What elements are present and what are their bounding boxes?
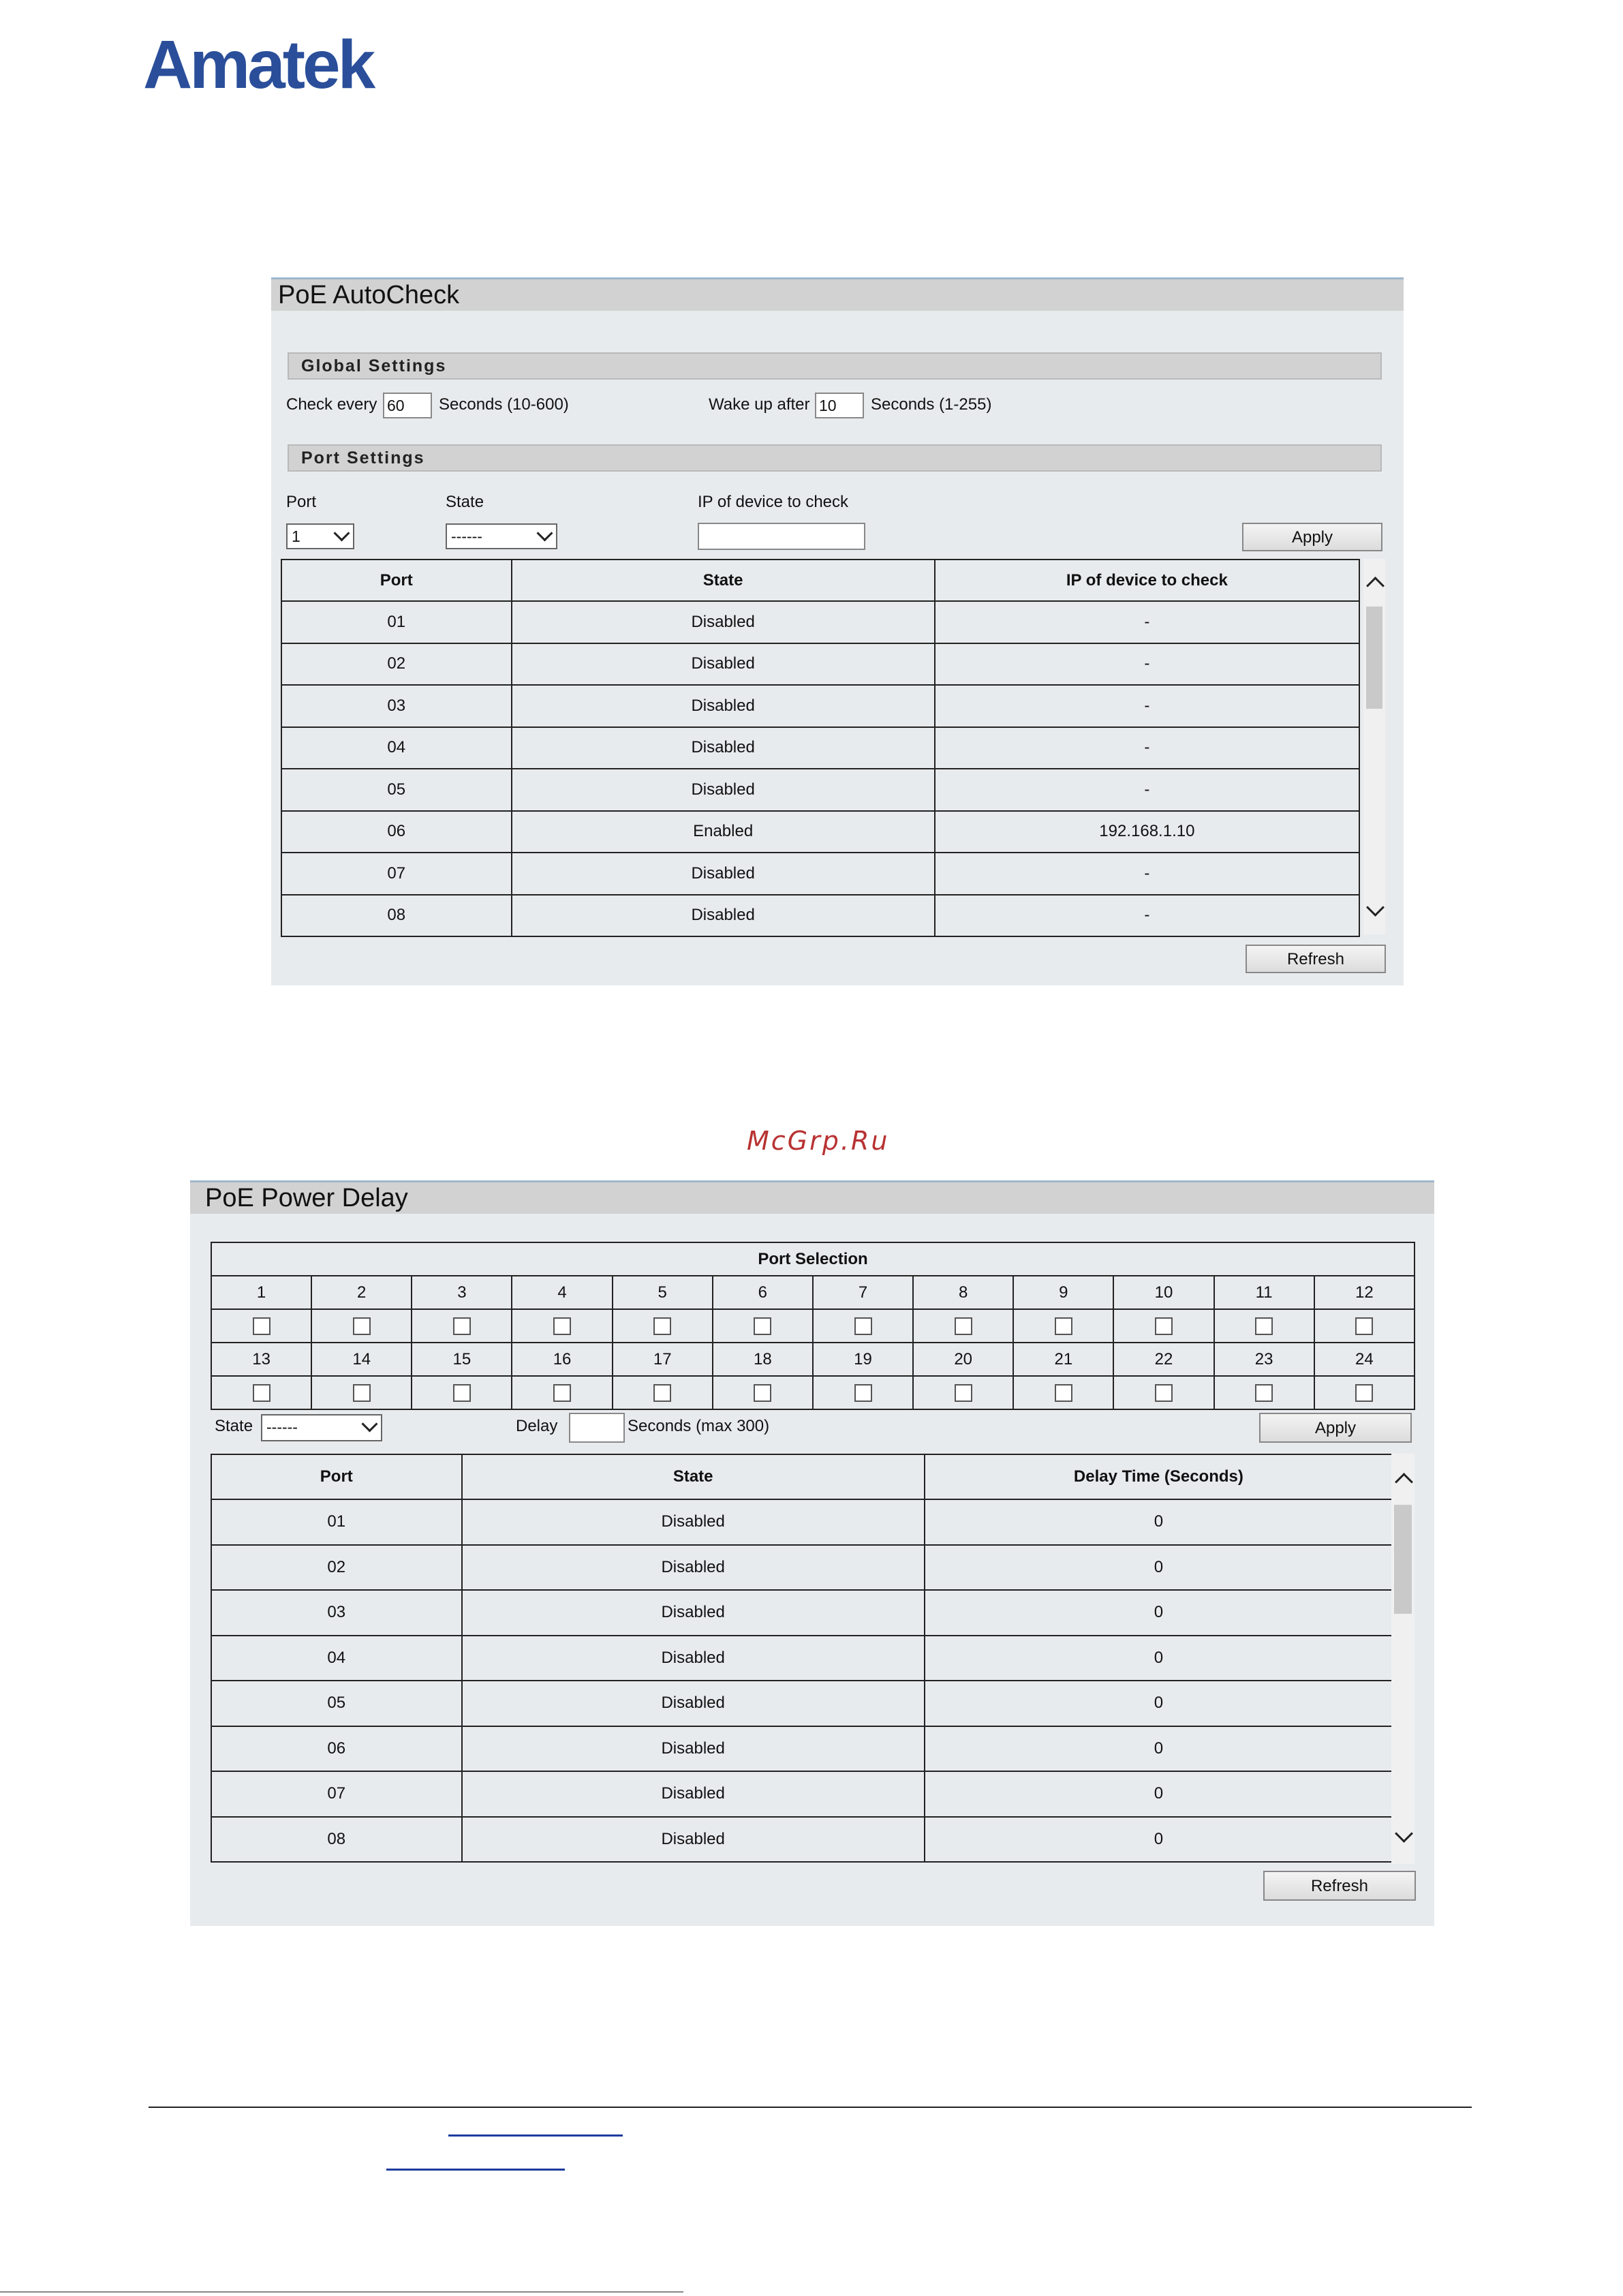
- port-number-label: 12: [1314, 1276, 1415, 1309]
- table-cell: -: [935, 895, 1359, 937]
- port-number-label: 24: [1314, 1343, 1415, 1376]
- port-number-label: 22: [1113, 1343, 1214, 1376]
- delay-state-label: State: [215, 1417, 253, 1435]
- column-header: State: [512, 560, 935, 601]
- table-cell: -: [935, 769, 1359, 811]
- ip-label: IP of device to check: [698, 493, 849, 511]
- apply-button[interactable]: Apply: [1259, 1413, 1412, 1443]
- autocheck-table: [281, 559, 1360, 937]
- table-cell: -: [935, 685, 1359, 727]
- port-checkbox[interactable]: [955, 1317, 972, 1335]
- port-checkbox[interactable]: [453, 1317, 471, 1335]
- port-number-label: 3: [412, 1276, 512, 1309]
- port-checkbox[interactable]: [854, 1384, 872, 1402]
- wake-up-input[interactable]: 10: [815, 393, 864, 418]
- port-checkbox-cell: [1314, 1376, 1415, 1409]
- port-checkbox-cell: [913, 1376, 1013, 1409]
- ip-input[interactable]: [698, 523, 865, 550]
- delay-label: Delay: [516, 1417, 558, 1435]
- table-row: [211, 1681, 1393, 1726]
- table-cell: Disabled: [512, 895, 935, 937]
- column-header: State: [462, 1454, 925, 1499]
- check-every-input[interactable]: 60: [383, 393, 432, 418]
- table-cell: Disabled: [512, 685, 935, 727]
- port-checkbox-cell: [1214, 1309, 1314, 1343]
- port-checkbox-cell: [412, 1309, 512, 1343]
- power-delay-scrollbar[interactable]: [1391, 1454, 1415, 1864]
- port-number-label: 4: [512, 1276, 612, 1309]
- port-checkbox-cell: [713, 1309, 813, 1343]
- power-delay-table: [211, 1454, 1393, 1863]
- column-header: IP of device to check: [935, 560, 1359, 601]
- table-cell: Disabled: [512, 853, 935, 895]
- table-cell: Enabled: [512, 811, 935, 853]
- table-cell: 192.168.1.10: [935, 811, 1359, 853]
- table-row: [281, 727, 1359, 769]
- autocheck-scrollbar[interactable]: [1363, 559, 1385, 934]
- port-checkbox-cell: [211, 1309, 311, 1343]
- port-number-label: 8: [913, 1276, 1013, 1309]
- port-number-label: 1: [211, 1276, 311, 1309]
- delay-state-select-value: ------: [266, 1418, 298, 1436]
- state-select-value: ------: [451, 527, 482, 545]
- port-checkbox-cell: [1314, 1309, 1415, 1343]
- chevron-down-icon: [333, 525, 350, 541]
- port-settings-header: Port Settings: [288, 444, 1382, 472]
- table-row: [211, 1545, 1393, 1591]
- state-select[interactable]: [446, 523, 557, 549]
- port-select-value: 1: [292, 527, 300, 545]
- port-number-label: 10: [1113, 1276, 1214, 1309]
- port-checkbox-row: [211, 1376, 1415, 1409]
- port-checkbox[interactable]: [653, 1384, 671, 1402]
- table-cell: 06: [281, 811, 512, 853]
- port-select[interactable]: [286, 523, 354, 549]
- port-checkbox[interactable]: [553, 1384, 571, 1402]
- refresh-button[interactable]: Refresh: [1263, 1871, 1416, 1901]
- port-checkbox[interactable]: [1055, 1384, 1072, 1402]
- table-cell: 05: [281, 769, 512, 811]
- port-checkbox-cell: [1214, 1376, 1314, 1409]
- table-cell: 0: [925, 1636, 1393, 1681]
- table-cell: 02: [281, 643, 512, 686]
- table-cell: Disabled: [462, 1636, 925, 1681]
- port-checkbox[interactable]: [1255, 1384, 1273, 1402]
- table-cell: -: [935, 643, 1359, 686]
- port-checkbox-row: [211, 1309, 1415, 1343]
- port-checkbox-cell: [613, 1376, 713, 1409]
- scrollbar-thumb[interactable]: [1366, 607, 1382, 709]
- amatek-logo: Amatek: [143, 27, 373, 103]
- chevron-up-icon[interactable]: [1395, 1473, 1413, 1491]
- check-every-label: Check every: [286, 395, 377, 414]
- table-cell: 03: [211, 1590, 462, 1636]
- port-checkbox[interactable]: [754, 1317, 771, 1335]
- poe-autocheck-panel: [271, 277, 1404, 985]
- table-row: [211, 1590, 1393, 1636]
- port-number-label: 19: [813, 1343, 913, 1376]
- port-checkbox[interactable]: [1155, 1384, 1173, 1402]
- port-number-label: 18: [713, 1343, 813, 1376]
- table-cell: Disabled: [462, 1681, 925, 1726]
- port-number-label: 20: [913, 1343, 1013, 1376]
- port-checkbox[interactable]: [353, 1384, 371, 1402]
- port-number-label: 15: [412, 1343, 512, 1376]
- delay-unit: Seconds (max 300): [628, 1417, 770, 1435]
- table-cell: 07: [211, 1771, 462, 1817]
- port-number-label: 2: [311, 1276, 412, 1309]
- table-row: [211, 1499, 1393, 1545]
- scrollbar-thumb[interactable]: [1394, 1505, 1412, 1614]
- poe-power-delay-panel: [190, 1180, 1434, 1926]
- table-row: [281, 685, 1359, 727]
- state-label: State: [446, 493, 484, 511]
- panel-title: PoE Power Delay: [190, 1182, 1434, 1214]
- port-selection-table: [211, 1242, 1415, 1410]
- port-checkbox-cell: [211, 1376, 311, 1409]
- port-number-label: 11: [1214, 1276, 1314, 1309]
- table-cell: Disabled: [462, 1499, 925, 1545]
- port-checkbox[interactable]: [754, 1384, 771, 1402]
- port-checkbox-cell: [613, 1309, 713, 1343]
- port-checkbox-cell: [311, 1309, 412, 1343]
- chevron-down-icon: [361, 1415, 377, 1432]
- column-header: Port: [281, 560, 512, 601]
- table-cell: Disabled: [512, 769, 935, 811]
- table-cell: 02: [211, 1545, 462, 1591]
- table-row: [211, 1636, 1393, 1681]
- port-checkbox[interactable]: [1355, 1384, 1373, 1402]
- table-row: [281, 895, 1359, 937]
- table-cell: 01: [281, 601, 512, 643]
- port-checkbox-cell: [512, 1309, 612, 1343]
- port-checkbox[interactable]: [353, 1317, 371, 1335]
- delay-input[interactable]: [569, 1413, 625, 1443]
- port-number-label: 16: [512, 1343, 612, 1376]
- chevron-up-icon[interactable]: [1366, 577, 1385, 595]
- table-row: [281, 853, 1359, 895]
- port-checkbox[interactable]: [955, 1384, 972, 1402]
- watermark-text: McGrp.Ru: [747, 1126, 890, 1156]
- port-checkbox[interactable]: [854, 1317, 872, 1335]
- table-cell: 0: [925, 1590, 1393, 1636]
- port-checkbox-cell: [311, 1376, 412, 1409]
- table-cell: Disabled: [462, 1545, 925, 1591]
- table-cell: 0: [925, 1817, 1393, 1863]
- port-checkbox[interactable]: [253, 1384, 270, 1402]
- port-checkbox[interactable]: [1155, 1317, 1173, 1335]
- port-label: Port: [286, 493, 317, 511]
- port-checkbox-cell: [913, 1309, 1013, 1343]
- table-cell: 0: [925, 1771, 1393, 1817]
- port-checkbox[interactable]: [253, 1317, 270, 1335]
- table-cell: Disabled: [462, 1817, 925, 1863]
- port-checkbox[interactable]: [1355, 1317, 1373, 1335]
- port-number-label: 17: [613, 1343, 713, 1376]
- port-number-row: [211, 1276, 1415, 1309]
- port-number-row: [211, 1343, 1415, 1376]
- port-number-label: 5: [613, 1276, 713, 1309]
- column-header: Port: [211, 1454, 462, 1499]
- port-checkbox[interactable]: [1055, 1317, 1072, 1335]
- table-cell: 01: [211, 1499, 462, 1545]
- table-cell: -: [935, 853, 1359, 895]
- port-number-label: 23: [1214, 1343, 1314, 1376]
- table-cell: 08: [281, 895, 512, 937]
- refresh-button[interactable]: Refresh: [1246, 945, 1386, 973]
- delay-state-select[interactable]: [261, 1414, 382, 1441]
- port-number-label: 7: [813, 1276, 913, 1309]
- port-checkbox-cell: [1013, 1376, 1113, 1409]
- port-checkbox-cell: [1013, 1309, 1113, 1343]
- port-checkbox-cell: [512, 1376, 612, 1409]
- port-number-label: 21: [1013, 1343, 1113, 1376]
- table-cell: 05: [211, 1681, 462, 1726]
- table-row: [281, 811, 1359, 853]
- port-selection-header: Port Selection: [211, 1242, 1415, 1276]
- table-cell: 0: [925, 1545, 1393, 1591]
- table-cell: 0: [925, 1726, 1393, 1772]
- table-cell: -: [935, 601, 1359, 643]
- column-header: Delay Time (Seconds): [925, 1454, 1393, 1499]
- table-row: [281, 769, 1359, 811]
- table-cell: 0: [925, 1499, 1393, 1545]
- port-checkbox[interactable]: [653, 1317, 671, 1335]
- chevron-down-icon[interactable]: [1366, 898, 1385, 917]
- table-cell: 0: [925, 1681, 1393, 1726]
- table-cell: Disabled: [512, 727, 935, 769]
- port-checkbox-cell: [713, 1376, 813, 1409]
- port-number-label: 14: [311, 1343, 412, 1376]
- wake-up-label: Wake up after: [709, 395, 810, 414]
- wake-up-unit: Seconds (1-255): [871, 395, 992, 414]
- table-cell: Disabled: [462, 1726, 925, 1772]
- port-checkbox[interactable]: [1255, 1317, 1273, 1335]
- table-cell: Disabled: [462, 1771, 925, 1817]
- table-row: [281, 643, 1359, 686]
- port-checkbox-cell: [813, 1309, 913, 1343]
- port-checkbox-cell: [1113, 1376, 1214, 1409]
- table-cell: 03: [281, 685, 512, 727]
- table-row: [281, 601, 1359, 643]
- port-checkbox[interactable]: [553, 1317, 571, 1335]
- chevron-down-icon: [536, 525, 553, 541]
- chevron-down-icon[interactable]: [1395, 1824, 1413, 1843]
- table-cell: Disabled: [512, 601, 935, 643]
- port-checkbox[interactable]: [453, 1384, 471, 1402]
- port-checkbox-cell: [1113, 1309, 1214, 1343]
- footer-divider: [149, 2107, 1472, 2108]
- port-number-label: 9: [1013, 1276, 1113, 1309]
- table-cell: Disabled: [462, 1590, 925, 1636]
- table-cell: -: [935, 727, 1359, 769]
- table-cell: 04: [281, 727, 512, 769]
- table-cell: 06: [211, 1726, 462, 1772]
- table-row: [211, 1817, 1393, 1863]
- port-checkbox-cell: [412, 1376, 512, 1409]
- port-number-label: 6: [713, 1276, 813, 1309]
- table-row: [211, 1726, 1393, 1772]
- footer-link-1[interactable]: [448, 2134, 623, 2137]
- footer-link-2[interactable]: [386, 2169, 565, 2171]
- page-bottom-rule: [0, 2291, 683, 2293]
- table-cell: 04: [211, 1636, 462, 1681]
- global-settings-header: Global Settings: [288, 352, 1382, 380]
- table-cell: Disabled: [512, 643, 935, 686]
- table-row: [211, 1771, 1393, 1817]
- port-number-label: 13: [211, 1343, 311, 1376]
- panel-title: PoE AutoCheck: [271, 279, 1404, 311]
- port-checkbox-cell: [813, 1376, 913, 1409]
- check-every-unit: Seconds (10-600): [439, 395, 569, 414]
- table-cell: 08: [211, 1817, 462, 1863]
- apply-button[interactable]: Apply: [1242, 523, 1382, 551]
- table-cell: 07: [281, 853, 512, 895]
